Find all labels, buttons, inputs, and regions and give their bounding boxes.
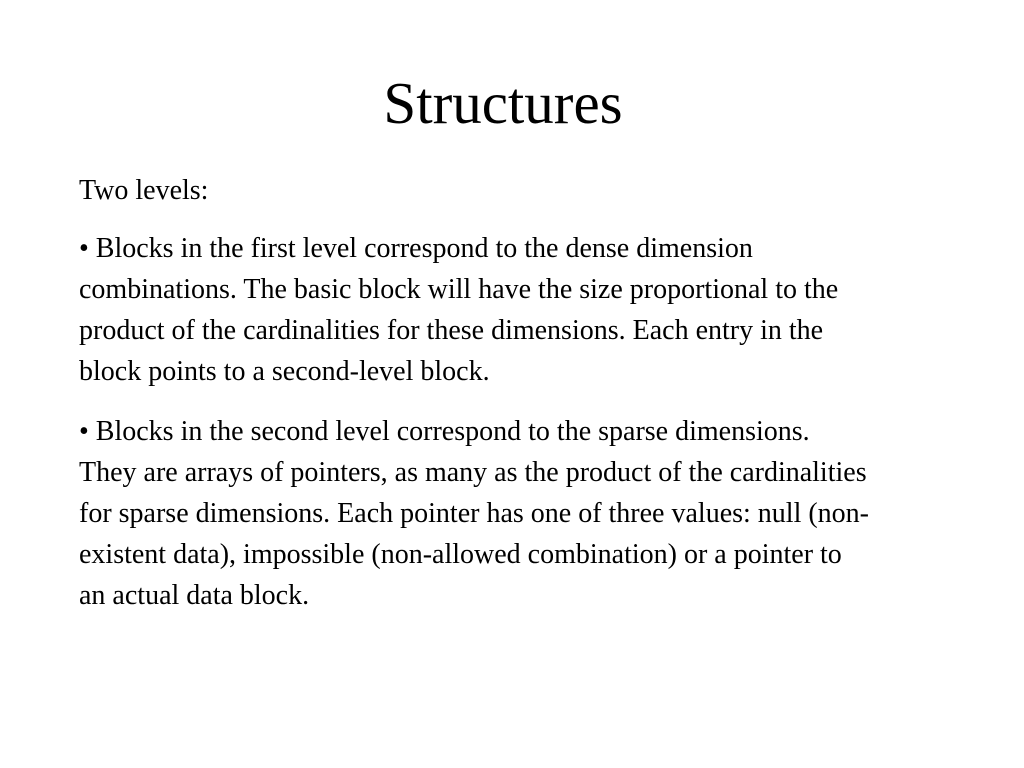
bullet-first-level: • Blocks in the first level correspond to the dense dimension combinations. The basic block will have the size proportional to the product of the cardinalities for these dimensions. Each entry in the block points to a second-level block. (79, 233, 839, 387)
slide-body (79, 170, 869, 635)
intro-text: Two levels: (79, 175, 209, 206)
bullet-second-level: • Blocks in the second level correspond to the sparse dimensions. They are arrays of pointers, as many as the product of the cardinalities for sparse dimensions. Each pointer has one of three values: null (non-existent data), impossible (non-allowed combination) or a pointer to an actual data block. (79, 416, 870, 611)
slide-title: Structures (383, 70, 623, 136)
